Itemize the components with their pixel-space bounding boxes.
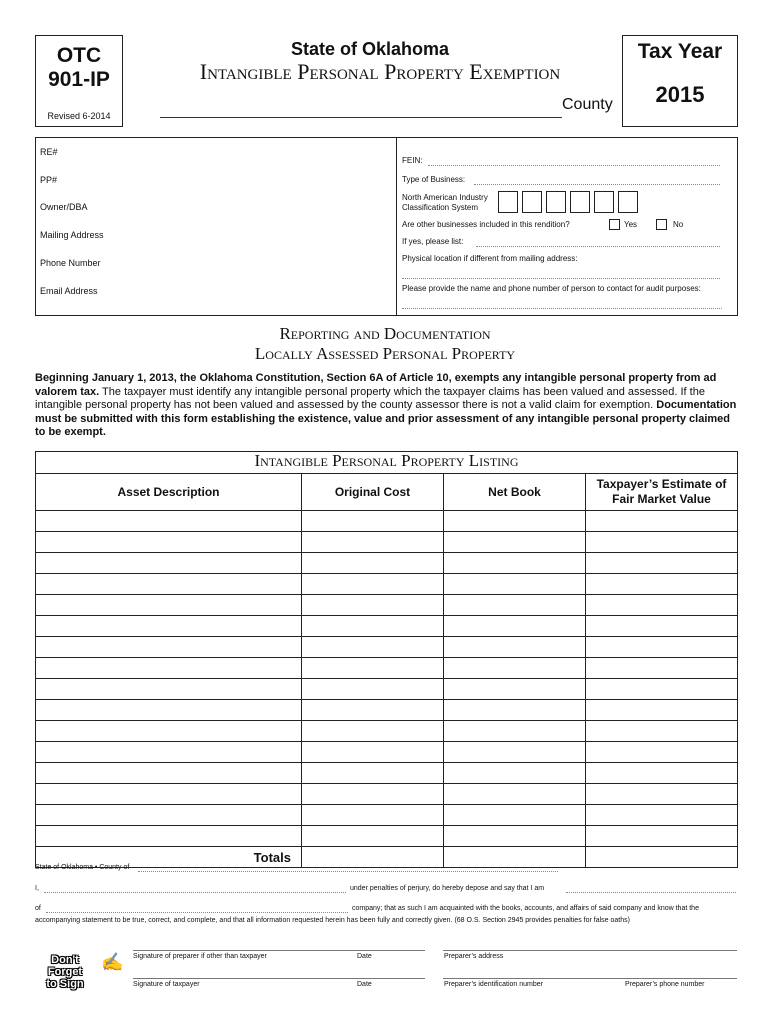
listing-header-row xyxy=(36,474,738,511)
totals-row xyxy=(36,847,738,868)
listing-title: Intangible Personal Property Listing xyxy=(254,451,519,470)
fmv-cell[interactable] xyxy=(586,532,738,553)
asset-cell[interactable] xyxy=(36,679,302,700)
phone-number-label: Phone Number xyxy=(40,258,101,268)
cost-cell[interactable] xyxy=(302,742,444,763)
sign-reminder-line2: to Sign xyxy=(46,978,84,990)
net-book-cell[interactable] xyxy=(444,700,586,721)
net-book-cell[interactable] xyxy=(444,805,586,826)
naics-digit-3[interactable] xyxy=(546,191,566,213)
table-row xyxy=(36,658,738,679)
form-code-line1: OTC xyxy=(56,44,102,67)
asset-cell[interactable] xyxy=(36,637,302,658)
fmv-cell[interactable] xyxy=(586,616,738,637)
company-text: company; that as such I am acquainted with the books, accounts, and affairs of said company and know that the xyxy=(352,905,699,912)
business-type-field[interactable] xyxy=(474,184,720,185)
cost-cell[interactable] xyxy=(302,658,444,679)
table-row xyxy=(36,763,738,784)
reporting-heading: Reporting and Documentation xyxy=(279,324,491,343)
writing-hand-icon: ✍ xyxy=(101,952,124,972)
mailing-address-label: Mailing Address xyxy=(40,230,104,240)
net-book-cell[interactable] xyxy=(444,616,586,637)
fmv-cell[interactable] xyxy=(586,721,738,742)
cost-cell[interactable] xyxy=(302,511,444,532)
tax-year-value[interactable]: 2015 xyxy=(655,82,705,107)
tax-year-label: Tax Year xyxy=(637,40,723,63)
net-book-cell[interactable] xyxy=(444,658,586,679)
net-book-cell[interactable] xyxy=(444,511,586,532)
sign-reminder-line1: Don't Forget xyxy=(47,954,83,978)
asset-cell[interactable] xyxy=(36,826,302,847)
net-book-cell[interactable] xyxy=(444,763,586,784)
cost-cell[interactable] xyxy=(302,637,444,658)
cost-cell[interactable] xyxy=(302,532,444,553)
fmv-cell[interactable] xyxy=(586,637,738,658)
yes-label: Yes xyxy=(624,220,638,229)
table-row xyxy=(36,511,738,532)
dont-forget-to-sign-badge xyxy=(33,954,97,990)
asset-cell[interactable] xyxy=(36,721,302,742)
affiant-title-field[interactable] xyxy=(566,892,736,893)
no-checkbox[interactable] xyxy=(656,219,667,230)
asset-cell[interactable] xyxy=(36,532,302,553)
fair-market-value-header xyxy=(586,474,738,511)
cost-cell[interactable] xyxy=(302,616,444,637)
totals-label: Totals xyxy=(36,847,302,868)
naics-digit-1[interactable] xyxy=(498,191,518,213)
preparer-date-label: Date xyxy=(357,953,372,960)
table-row xyxy=(36,616,738,637)
cost-cell[interactable] xyxy=(302,763,444,784)
table-row xyxy=(36,553,738,574)
reporting-body: The taxpayer must identify any intangible personal property which the taxpayer claims has been valued and assessed. If the intangible personal property has not been valued and assessed by the county assessor there is not a valid claim for exemption. xyxy=(35,385,705,411)
fmv-cell[interactable] xyxy=(586,826,738,847)
net-book-cell[interactable] xyxy=(444,721,586,742)
perjury-text: under penalties of perjury, do hereby depose and say that I am xyxy=(350,885,545,892)
fein-field[interactable] xyxy=(428,165,720,166)
pp-number-label: PP# xyxy=(40,175,58,185)
totals-fmv-cell[interactable] xyxy=(586,847,738,868)
re-number-label: RE# xyxy=(40,147,58,157)
net-book-cell[interactable] xyxy=(444,742,586,763)
other-businesses-label: Are other businesses included in this rendition? xyxy=(402,220,570,229)
net-book-cell[interactable] xyxy=(444,679,586,700)
reporting-subheading: Locally Assessed Personal Property xyxy=(254,344,516,363)
net-book-cell[interactable] xyxy=(444,784,586,805)
asset-cell[interactable] xyxy=(36,595,302,616)
info-divider xyxy=(396,137,397,316)
county-label: County xyxy=(562,96,613,113)
reporting-bold-intro: Beginning January 1, 2013, the Oklahoma Constitution, Section 6A of Article 10, exempts any intangible personal property from ad valorem tax. xyxy=(35,372,717,398)
table-row xyxy=(36,574,738,595)
taxpayer-signature-line[interactable] xyxy=(133,978,425,979)
asset-cell[interactable] xyxy=(36,574,302,595)
no-label: No xyxy=(673,220,684,229)
asset-cell[interactable] xyxy=(36,742,302,763)
cost-cell[interactable] xyxy=(302,679,444,700)
asset-cell[interactable] xyxy=(36,763,302,784)
naics-digit-6[interactable] xyxy=(618,191,638,213)
state-title: State of Oklahoma xyxy=(290,39,450,59)
state-county-label: State of Oklahoma • County of xyxy=(35,864,130,871)
cost-cell[interactable] xyxy=(302,826,444,847)
form-code-line2: 901-IP xyxy=(48,68,110,91)
fmv-cell[interactable] xyxy=(586,784,738,805)
physical-location-label: Physical location if different from mailing address: xyxy=(402,254,578,263)
cost-cell[interactable] xyxy=(302,721,444,742)
fmv-cell[interactable] xyxy=(586,511,738,532)
asset-cell[interactable] xyxy=(36,511,302,532)
reporting-paragraph xyxy=(35,372,738,440)
table-row xyxy=(36,700,738,721)
fmv-header-line2: Fair Market Value xyxy=(612,492,711,506)
naics-digit-4[interactable] xyxy=(570,191,590,213)
asset-cell[interactable] xyxy=(36,805,302,826)
county-of-field[interactable] xyxy=(138,871,558,872)
naics-label-line2: Classification System xyxy=(402,203,479,212)
table-row xyxy=(36,742,738,763)
email-address-label: Email Address xyxy=(40,286,98,296)
cost-cell[interactable] xyxy=(302,700,444,721)
table-row xyxy=(36,805,738,826)
cost-cell[interactable] xyxy=(302,805,444,826)
asset-cell[interactable] xyxy=(36,553,302,574)
table-row xyxy=(36,784,738,805)
revised-date: Revised 6-2014 xyxy=(47,111,111,121)
fmv-cell[interactable] xyxy=(586,742,738,763)
preparer-signature-line[interactable] xyxy=(133,950,425,951)
asset-cell[interactable] xyxy=(36,616,302,637)
naics-digit-2[interactable] xyxy=(522,191,542,213)
naics-digit-5[interactable] xyxy=(594,191,614,213)
asset-cell[interactable] xyxy=(36,658,302,679)
fmv-cell[interactable] xyxy=(586,553,738,574)
net-book-cell[interactable] xyxy=(444,532,586,553)
net-book-cell[interactable] xyxy=(444,574,586,595)
naics-label-line1: North American Industry xyxy=(402,193,488,202)
cost-cell[interactable] xyxy=(302,784,444,805)
taxpayer-signature-label: Signature of taxpayer xyxy=(133,981,200,988)
of-prefix: of xyxy=(35,905,41,912)
company-field[interactable] xyxy=(46,912,348,913)
taxpayer-date-label: Date xyxy=(357,981,372,988)
fmv-header-line1: Taxpayer’s Estimate of xyxy=(596,477,727,491)
if-yes-field[interactable] xyxy=(476,246,720,247)
net-book-cell[interactable] xyxy=(444,637,586,658)
fmv-cell[interactable] xyxy=(586,763,738,784)
fmv-cell[interactable] xyxy=(586,574,738,595)
affiant-name-field[interactable] xyxy=(44,892,346,893)
preparer-address-line[interactable] xyxy=(443,950,737,951)
totals-net-book-cell[interactable] xyxy=(444,847,586,868)
net-book-cell[interactable] xyxy=(444,826,586,847)
fmv-cell[interactable] xyxy=(586,679,738,700)
reporting-bold-documentation: Documentation must be submitted with this form establishing the existence, value and prior assessment of any intangible personal property claimed to be exempt. xyxy=(35,399,737,438)
preparer-id-line[interactable] xyxy=(443,978,737,979)
listing-table xyxy=(35,473,738,868)
cost-cell[interactable] xyxy=(302,574,444,595)
audit-contact-field[interactable] xyxy=(402,308,722,309)
county-line[interactable] xyxy=(160,117,562,118)
table-row xyxy=(36,595,738,616)
fmv-cell[interactable] xyxy=(586,595,738,616)
yes-checkbox[interactable] xyxy=(609,219,620,230)
business-type-label: Type of Business: xyxy=(402,175,466,184)
owner-dba-label: Owner/DBA xyxy=(40,202,88,212)
table-row xyxy=(36,532,738,553)
if-yes-label: If yes, please list: xyxy=(402,237,464,246)
net-book-cell[interactable] xyxy=(444,595,586,616)
fmv-cell[interactable] xyxy=(586,700,738,721)
totals-cost-cell[interactable] xyxy=(302,847,444,868)
table-row xyxy=(36,679,738,700)
physical-location-field[interactable] xyxy=(402,278,720,279)
affiant-prefix: I, xyxy=(35,885,39,892)
cost-cell[interactable] xyxy=(302,553,444,574)
fein-label: FEIN: xyxy=(402,156,423,165)
preparer-id-label: Preparer’s identification number xyxy=(444,981,543,988)
preparer-address-label: Preparer’s address xyxy=(444,953,504,960)
original-cost-header: Original Cost xyxy=(302,474,444,511)
statement-text: accompanying statement to be true, correct, and complete, and that all information requested herein has been fully and correctly given. (68 O.S. Section 2945 provides penalties for false oaths) xyxy=(35,917,630,924)
fmv-cell[interactable] xyxy=(586,805,738,826)
table-row xyxy=(36,637,738,658)
audit-contact-label: Please provide the name and phone number of person to contact for audit purposes: xyxy=(402,284,701,293)
cost-cell[interactable] xyxy=(302,595,444,616)
asset-cell[interactable] xyxy=(36,784,302,805)
net-book-cell[interactable] xyxy=(444,553,586,574)
table-row xyxy=(36,826,738,847)
table-row xyxy=(36,721,738,742)
asset-cell[interactable] xyxy=(36,700,302,721)
preparer-signature-label: Signature of preparer if other than taxpayer xyxy=(133,953,267,960)
fmv-cell[interactable] xyxy=(586,658,738,679)
preparer-phone-label: Preparer’s phone number xyxy=(625,981,705,988)
net-book-header: Net Book xyxy=(444,474,586,511)
form-title: Intangible Personal Property Exemption xyxy=(199,59,561,84)
asset-description-header: Asset Description xyxy=(36,474,302,511)
